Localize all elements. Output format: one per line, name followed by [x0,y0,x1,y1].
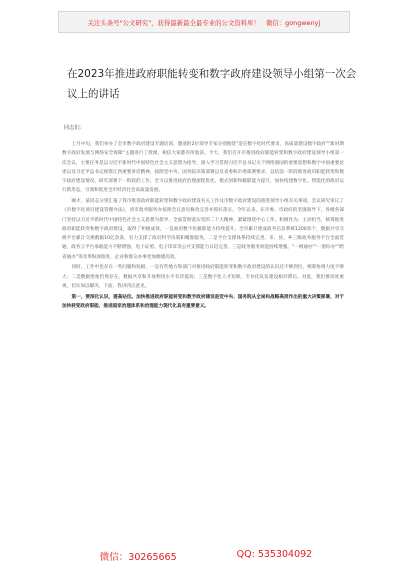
greeting: 同志们： [64,125,85,131]
promo-banner-wechat: 微信：gongwenyj [265,19,321,27]
footer-qq: QQ: 535304092 [236,549,313,560]
footer-wechat: 微信：30265665 [99,552,177,563]
footer-contacts [56,549,356,563]
promo-banner-text: 关注头条号"公文研究"，获得最新最全最专业的公文资料库！ [87,19,260,27]
paragraph: 刚才，某同志分别汇报了我市推进政府职能转变和数字政府建设有关工作及市数字政府建设的推进领导小组有关事项，会议研究审议了《市数字化项目建设管理办法》，请市政务服务办按照会议意见修改完善并抓好落实。今年以来，在市委、市政府的坚强领导下，各级各部门坚持以习近平新时代中国特色社会主义思想为指导，全面贯彻落实党的二十大精神，紧紧围绕中心工作，积极作为、主动担当，统筹推进政府职能转变和数字政府建设，取得了积极成效。一是政府数字化履职能力持续提升。全市累计建成政务信息系统1200余个，数据共享交换平台累计交换数据10亿余条，有力支撑了政府科学决策和精准服务。二是平台支撑体系持续完善。市、县、乡三级政务服务平台全面贯通，政务云平台承载能力不断增强，电子证照、电子印章等公共支撑能力日趋完善。三是政务服务效能持续增强。"一网通办""一窗综办""跨省通办"等改革纵深推进，企业和群众办事更加便捷高效。 [62,199,344,260]
paragraph-heading: 第一，要深化认识，提高站位。加快推进政府职能转变和数字政府建设是党中央、国务院从全局和战略高度作出的重大决策部署，对于加快转变政府职能、推进国家治理体系和治理能力现代化具有重要意义。 [62,294,344,309]
document-body [62,140,344,540]
paragraph: 上月中旬，我们举办了全市数字政府建设专题培训，邀请的2位领导专家分别围绕"适应数字化时代要求，高质量建设数字政府""新时期数字政府发展与网络安全保障"主题进行了授课，相信大家都有所收获。今天，我们召开市推进政府职能转变和数字政府建设领导小组第一次会议，主要任务是以习近平新时代中国特色社会主义思想为指导，深入学习贯彻习近平总书记关于网络强国的重要思想和数字中国重要论述以及习近平总书记视察江西重要讲话精神，按照党中央、国务院决策部署以及省委和市委部署要求，总结前一阶段推进政府职能转变和数字政府建设情况，研究部署下一阶段的工作，全力以推进政府治理流程优化、模式创新和履职能力提升，加快构建数字化、智能化的政府运行新形态，引领和促进全市经济社会高质量发展。 [62,142,344,194]
promo-banner[interactable] [58,11,350,33]
paragraph: 同时，工作中也存在一些问题和短板，一是有些地方和部门对推进政府职能转变和数字政府建设的认识还不够到位，统筹协调力度不够大；二是数据壁垒仍然存在，数据共享和开放利用水平有待提高；三是数字化人才短缺，专业化队伍建设相对滞后。对此，我们要高度重视，切实加以解决，下面，我讲四点意见。 [62,265,344,289]
document-title: 在2023年推进政府职能转变和数字政府建设领导小组第一次会议上的讲话 [67,68,357,100]
